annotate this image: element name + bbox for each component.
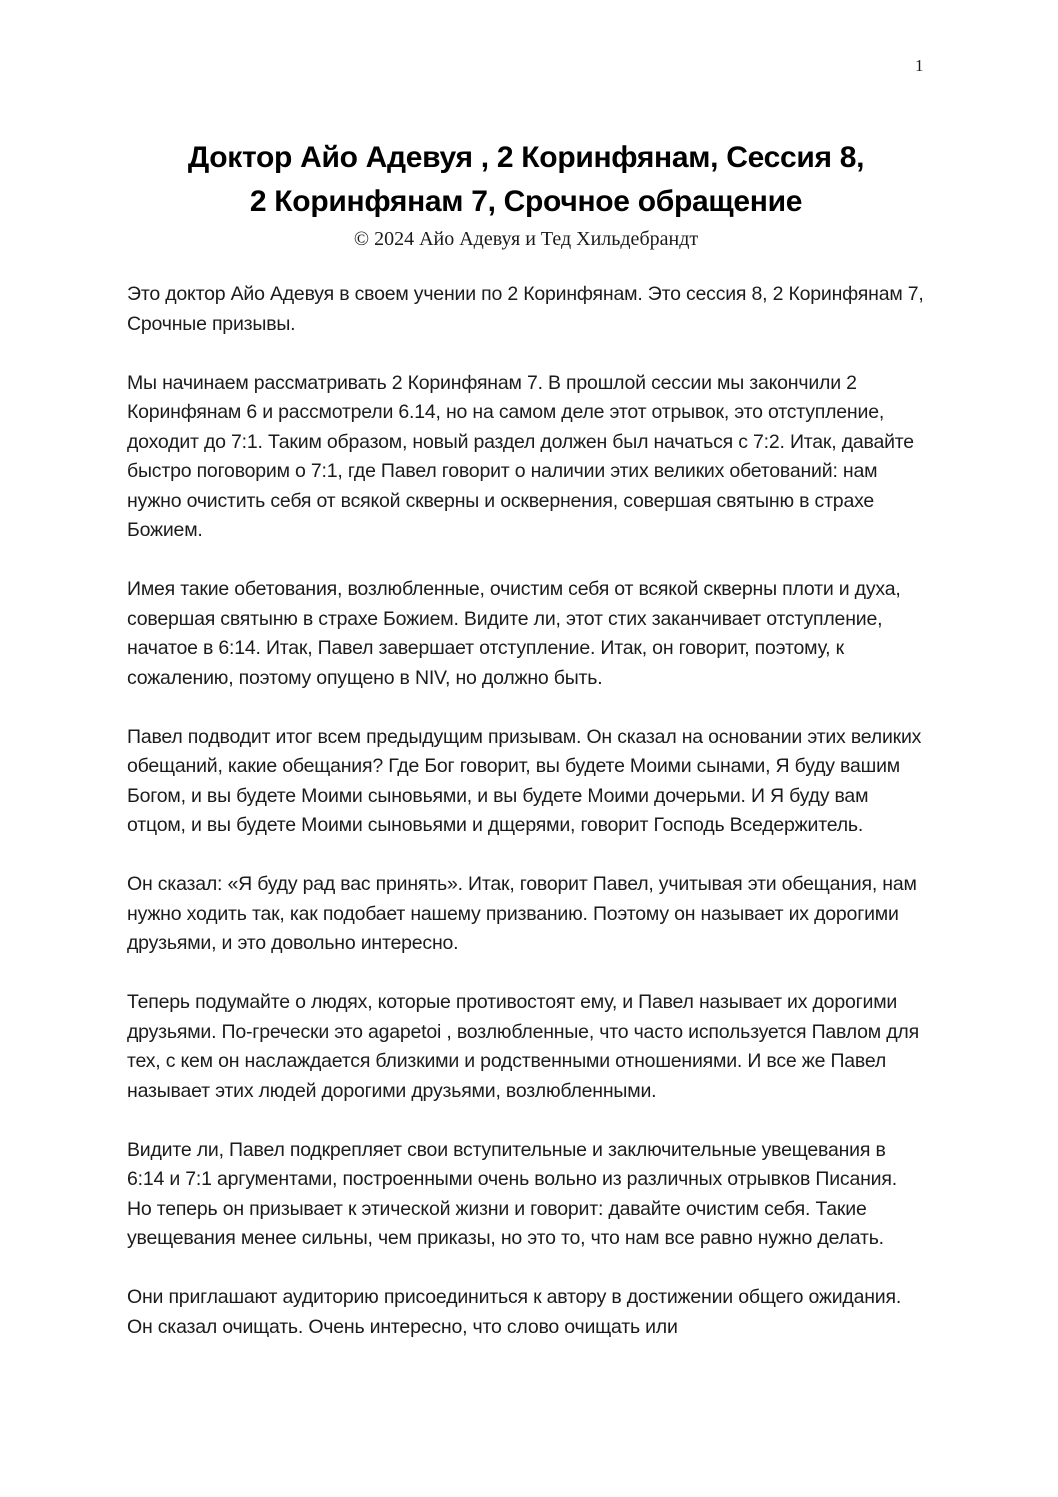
page-number: 1 xyxy=(915,56,924,75)
paragraph-5: Он сказал: «Я буду рад вас принять». Итак, говорит Павел, учитывая эти обещания, нам нужно ходить так, как подобает нашему призванию. Поэтому он называет их дорогими друзьями, и это довольно интересно. xyxy=(127,873,917,954)
paragraph-8: Они приглашают аудиторию присоединиться к автору в достижении общего ожидания. Он сказал очищать. Очень интересно, что слово очищать или xyxy=(127,1286,902,1338)
title-line-2: 2 Коринфянам 7, Срочное обращение xyxy=(249,185,803,218)
paragraph-6: Теперь подумайте о людях, которые противостоят ему, и Павел называет их дорогими друзьями. По-гречески это agapetoi , возлюбленные, что часто используется Павлом для тех, с кем он наслаждается близкими и родственными отношениями. И все же Павел называет этих людей дорогими друзьями, возлюбленными. xyxy=(127,991,919,1102)
paragraph-7: Видите ли, Павел подкрепляет свои вступительные и заключительные увещевания в 6:14 и 7:1 аргументами, построенными очень вольно из различных отрывков Писания. Но теперь он призывает к этической жизни и говорит: давайте очистим себя. Такие увещевания менее сильны, чем приказы, но это то, что нам все равно нужно делать. xyxy=(127,1138,897,1249)
paragraph-2: Мы начинаем рассматривать 2 Коринфянам 7. В прошлой сессии мы закончили 2 Коринфянам 6 и рассмотрели 6.14, но на самом деле этот отрывок, это отступление, доходит до 7:1. Таким образом, новый раздел должен был начаться с 7:2. Итак, давайте быстро поговорим о 7:1, где Павел говорит о наличии этих великих обетований: нам нужно очистить себя от всякой скверны и осквернения, совершая святыню в страхе Божием. xyxy=(127,371,914,541)
document-title xyxy=(127,136,925,224)
paragraph-1: Это доктор Айо Адевуя в своем учении по 2 Коринфянам. Это сессия 8, 2 Коринфянам 7, Срочные призывы. xyxy=(127,283,924,335)
paragraph-4: Павел подводит итог всем предыдущим призывам. Он сказал на основании этих великих обещаний, какие обещания? Где Бог говорит, вы будете Моими сынами, Я буду вашим Богом, и вы будете Моими сыновьями, и вы будете Моими дочерьми. И Я буду вам отцом, и вы будете Моими сыновьями и дщерями, говорит Господь Вседержитель. xyxy=(127,725,922,836)
document-content xyxy=(127,0,925,1372)
document-body xyxy=(127,280,925,1342)
title-line-1: Доктор Айо Адевуя , 2 Коринфянам, Сессия 8, xyxy=(187,141,865,174)
copyright-line: © 2024 Айо Адевуя и Тед Хильдебрандт xyxy=(353,228,699,250)
paragraph-3: Имея такие обетования, возлюбленные, очистим себя от всякой скверны плоти и духа, совершая святыню в страхе Божием. Видите ли, этот стих заканчивает отступление, начатое в 6:14. Итак, Павел завершает отступление. Итак, он говорит, поэтому, к сожалению, поэтому опущено в NIV, но должно быть. xyxy=(127,578,901,689)
